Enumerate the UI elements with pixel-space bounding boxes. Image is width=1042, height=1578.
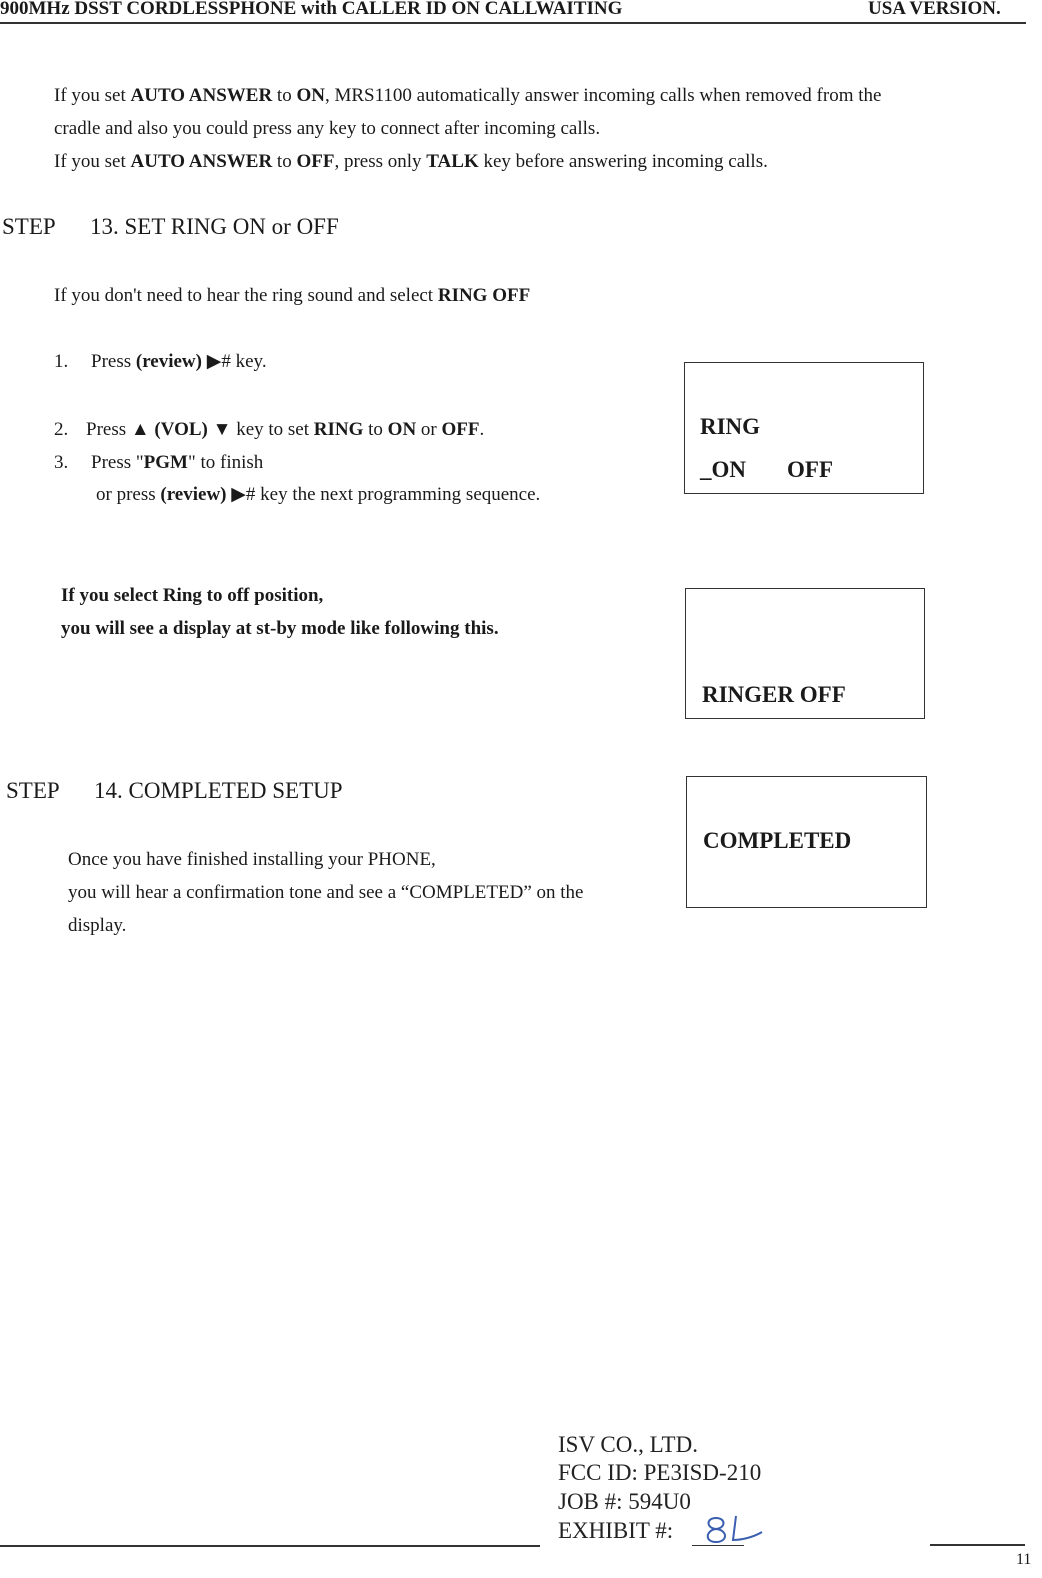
step-14-heading: [6, 778, 343, 804]
text: key.: [230, 351, 267, 372]
step-title: 14. COMPLETED SETUP: [94, 778, 343, 803]
auto-answer-line-3: [54, 151, 768, 173]
text: If you set: [54, 85, 131, 106]
step-13-heading: [2, 214, 339, 240]
ring-off-note-line-1: If you select Ring to off position,: [61, 585, 324, 606]
ring-display-line-1: RING: [700, 414, 761, 439]
item-number: 1.: [54, 351, 69, 372]
footer-rule-left: [0, 1545, 540, 1547]
exhibit-handwritten-value: [700, 1510, 770, 1550]
text: If you set: [54, 151, 131, 172]
step-13-item-1: [54, 351, 267, 373]
text: .: [479, 419, 485, 440]
auto-answer-line-1: [54, 85, 881, 107]
step-14-line-2: you will hear a confirmation tone and see a “COMPLETED” on the: [68, 882, 584, 903]
text-bold: AUTO ANSWER: [130, 151, 273, 172]
text: Press: [91, 351, 136, 372]
ring-display-on: _ON: [700, 457, 746, 482]
text: Press: [86, 419, 131, 440]
completed-display-text: COMPLETED: [703, 828, 852, 853]
text-bold: ON: [296, 85, 325, 106]
step-13-intro: [54, 285, 530, 307]
text-bold: ON: [387, 419, 417, 440]
text: , press only: [334, 151, 427, 172]
stamp-fcc-id: FCC ID: PE3ISD-210: [558, 1460, 762, 1485]
stamp-job: JOB #: 594U0: [558, 1489, 691, 1514]
footer-rule-right: [930, 1544, 1025, 1546]
text-bold: PGM: [143, 452, 188, 473]
item-number: 2.: [54, 419, 69, 440]
text: Press ": [91, 452, 144, 473]
text: key to set: [231, 419, 314, 440]
text-bold: RING: [313, 419, 364, 440]
ring-display-off: OFF: [787, 457, 833, 482]
play-hash-icon: ▶#: [206, 351, 231, 372]
text: , MRS1100 automatically answer incoming calls when removed from the: [324, 85, 882, 106]
review-key-label: (review): [135, 351, 202, 372]
step-label: STEP: [2, 214, 56, 239]
step-13-item-2: [54, 419, 484, 441]
header-rule: [0, 22, 1026, 24]
vol-key-label: ▲ (VOL) ▼: [130, 419, 232, 440]
ringer-off-display-text: RINGER OFF: [702, 682, 846, 707]
text-bold: TALK: [426, 151, 479, 172]
step-title: 13. SET RING ON or OFF: [90, 214, 339, 239]
review-key-label: (review): [160, 484, 227, 505]
text: key before answering incoming calls.: [478, 151, 768, 172]
text: to: [272, 85, 297, 106]
page-number: 11: [1016, 1551, 1032, 1568]
text: If you don't need to hear the ring sound and select: [54, 285, 438, 306]
page-header-version: USA VERSION.: [868, 0, 1001, 19]
item-number: 3.: [54, 452, 69, 473]
page-header-title: 900MHz DSST CORDLESSPHONE with CALLER ID ON CALLWAITING: [0, 0, 623, 19]
text: " to finish: [187, 452, 264, 473]
completed-display-box: [686, 776, 927, 908]
text: key the next programming sequence.: [255, 484, 541, 505]
step-13-item-3-continued: [96, 484, 540, 506]
text-bold: RING OFF: [437, 285, 531, 306]
step-label: STEP: [6, 778, 60, 803]
text-bold: OFF: [441, 419, 480, 440]
text-bold: AUTO ANSWER: [130, 85, 273, 106]
step-13-item-3: [54, 452, 263, 474]
text: to: [363, 419, 388, 440]
ringer-off-display-box: [685, 588, 925, 719]
text: or press: [96, 484, 161, 505]
text-bold: OFF: [296, 151, 335, 172]
auto-answer-line-2: cradle and also you could press any key to connect after incoming calls.: [54, 118, 601, 139]
stamp-exhibit-label: EXHIBIT #:: [558, 1518, 674, 1543]
text: to: [272, 151, 297, 172]
step-14-line-3: display.: [68, 915, 127, 936]
stamp-company: ISV CO., LTD.: [558, 1432, 698, 1457]
play-hash-icon: ▶#: [231, 484, 256, 505]
ring-off-note-line-2: you will see a display at st-by mode like following this.: [61, 618, 499, 639]
step-14-line-1: Once you have finished installing your PHONE,: [68, 849, 436, 870]
ring-display-box: [684, 362, 924, 494]
text: or: [416, 419, 442, 440]
